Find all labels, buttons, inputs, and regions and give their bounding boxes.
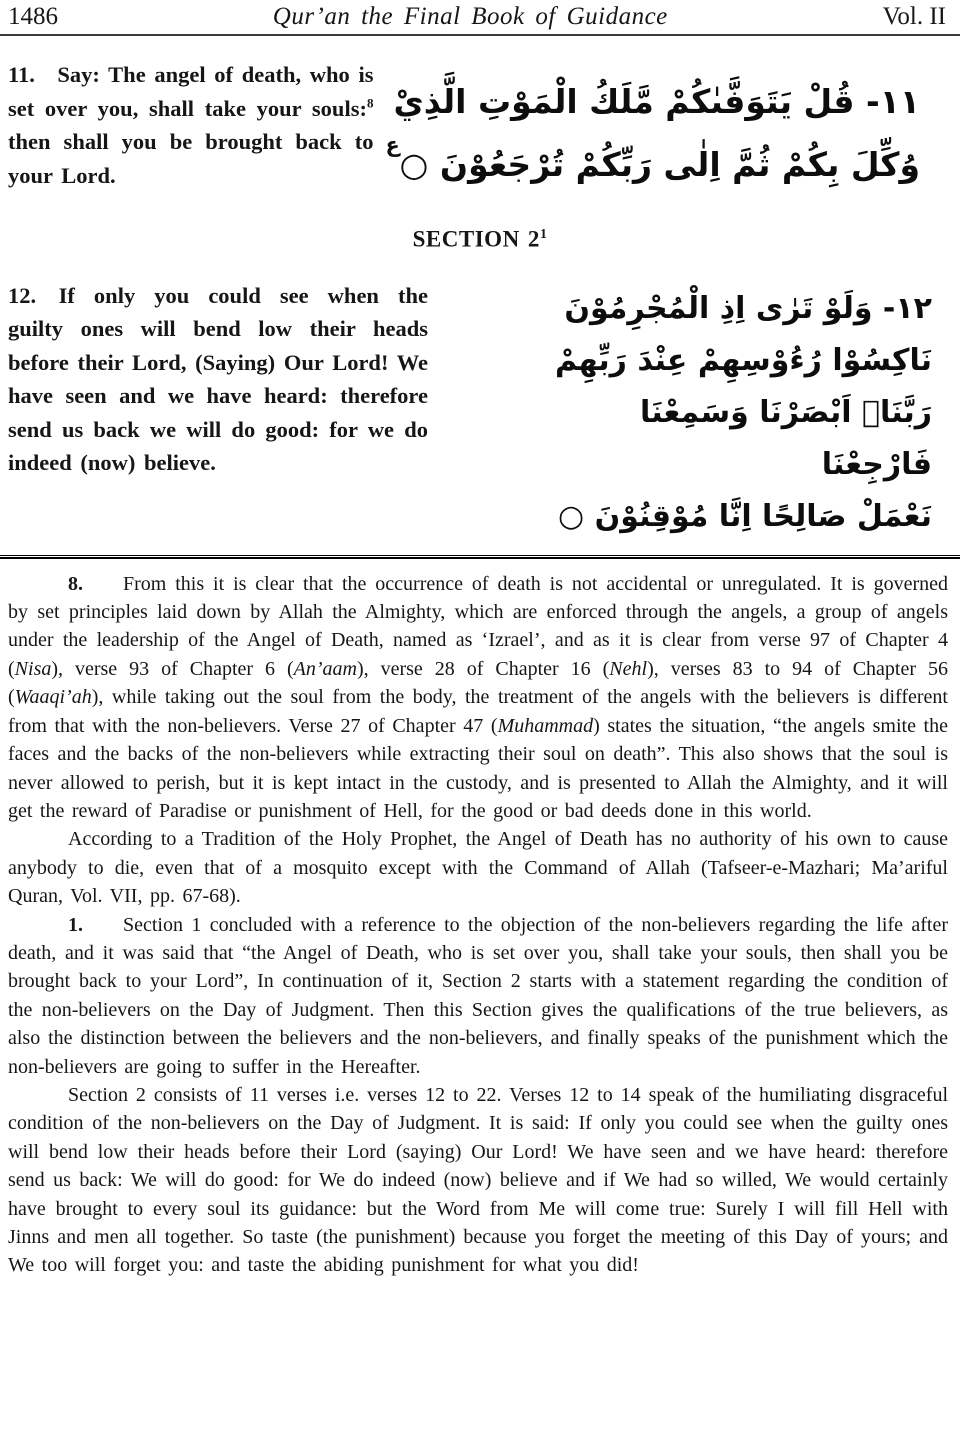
text-segment: Section 2 consists of 11 verses i.e. verses 12 to 22. Verses 12 to 14 speak of the humiliating disgraceful condition of the non-believers on the Day of Judgment. It is said: If only you could see when the guilty ones will bend low their heads before their Lord (saying) Our Lord! We have seen and we have heard: therefore send us back: We will do good: for We do indeed (now) believe and if We had so willed, We would certainly have brought to every soul its guidance: but the Word from Me will come true: Surely I will fill Hell with Jinns and men all together. So taste (the punishment) because you forget the meeting of this Day of yours; and We too will forget you: and taste the abiding punishment for what you did! [8, 1083, 948, 1277]
arabic-verse-line: نَعْمَلْ صَالِحًا اِنَّا مُوْقِنُوْنَ ○ [558, 498, 932, 534]
text-segment: 8. [68, 572, 83, 595]
text-segment: ), verse 93 of Chapter 6 ( [51, 657, 294, 680]
section-heading [0, 226, 960, 253]
verse-12-english [0, 279, 428, 480]
arabic-verse-line: نَاكِسُوْا رُءُوْسِهِمْ عِنْدَ رَبِّهِمْ [555, 342, 932, 378]
section-footnote-ref: 1 [539, 226, 548, 241]
arabic-verse-line: ١٢- وَلَوْ تَرٰى اِذِ الْمُجْرِمُوْنَ [564, 290, 932, 326]
footnotes [0, 559, 960, 1280]
arabic-verse-line: وُكِّلَ بِكُمْ ثُمَّ اِلٰى رَبِّكُمْ تُرْجَعُوْنَ ○ [399, 145, 920, 184]
text-segment: 1. [68, 913, 83, 936]
footnote-paragraph [8, 1081, 948, 1280]
verse-11-arabic [373, 58, 960, 196]
text-segment: Nisa [14, 657, 52, 680]
text-segment: An’aam [293, 657, 357, 680]
page-header [0, 0, 960, 31]
arabic-verse-line: ١١- قُلْ يَتَوَفَّىٰكُمْ مَّلَكُ الْمَوْتِ الَّذِيْ [393, 82, 920, 121]
text-segment: Muhammad [497, 714, 594, 737]
footnote-ref-superscript: 8 [366, 95, 374, 110]
text-segment: According to a Tradition of the Holy Prophet, the Angel of Death has no authority of his own to cause anybody to die, even that of a mosquito except with the Command of Allah (Tafseer-e-Mazhari; Ma’ariful Quran, Vol. VII, pp. 67-68). [8, 828, 948, 908]
footnote-paragraph [8, 911, 948, 1081]
verse-12-row [0, 279, 960, 543]
text-segment: Say: The angel of death, who is set over you, shall take your souls: [8, 62, 374, 121]
volume-label: Vol. II [882, 3, 946, 30]
text-segment: Nehl [609, 657, 648, 680]
text-segment: Waaqi’ah [14, 686, 92, 709]
text-segment: ), verse 28 of Chapter 16 ( [356, 657, 610, 680]
page-number: 1486 [8, 3, 58, 30]
verse-number: 11. [8, 62, 58, 87]
text-segment: If only you could see when the guilty ones will bend low their heads before their Lord, (Saying) Our Lord! We have seen and we have heard: therefore send us back we will do good: for we do indeed (now) believe. [8, 282, 428, 476]
text-segment: then shall you be brought back to your Lord. [8, 129, 374, 188]
ruku-marker: ع [385, 133, 400, 158]
footnote-paragraph [8, 825, 948, 910]
text-segment: Section 1 concluded with a reference to the objection of the non-believers regarding the life after death, and it was said that “the Angel of Death, who is set over you, shall take your souls, then shall you be brought back to your Lord”, In continuation of it, Section 2 starts with a statement regarding the condition of the non-believers on the Day of Judgment. Then this Section gives the qualifications of the true believers, as also the distinction between the believers and the non-believers, and finally speaks of the punishment which the non-believers are going to suffer in the Hereafter. [8, 913, 948, 1078]
header-rule [0, 34, 960, 36]
footnote-paragraph [8, 570, 948, 826]
text-segment: From this it is clear that the occurrence of death is not accidental or unregulated. It is governed by set principles laid down by Allah the Almighty, which are enforced through the angels, a group of angels under the leadership of the Angel of Death, named as ‘Izrael’, and as it is clear from verse 97 of Chapter 4 ( [8, 572, 948, 680]
verse-number: 12. [8, 282, 59, 308]
text-segment: ) states the situation, “the angels smite the faces and the backs of the non-believers while extracting their soul on death”. This also shows that the soul is never allowed to perish, but it is kept intact in the custody, and is presented to Allah the Almighty, and it will get the reward of Paradise or punishment of Hell, for the good or bad deeds done in this world. [8, 714, 948, 822]
verse-11-english [0, 58, 373, 192]
verse-12-arabic [428, 279, 960, 543]
section-heading-label: SECTION 2 [412, 226, 540, 252]
arabic-verse-line: رَبَّنَاۤ اَبْصَرْنَا وَسَمِعْنَا [640, 394, 932, 430]
book-title: Qur’an the Final Book of Guidance [272, 3, 668, 30]
text-segment: ), while taking out the soul from the body, the treatment of the angels with the believers is different from that with the non-believers. Verse 27 of Chapter 47 ( [8, 686, 948, 737]
text-segment: ), verses 83 to 94 of Chapter 56 ( [8, 657, 948, 709]
verse-11-row [0, 58, 960, 196]
arabic-verse-line: فَارْجِعْنَا [821, 446, 932, 482]
